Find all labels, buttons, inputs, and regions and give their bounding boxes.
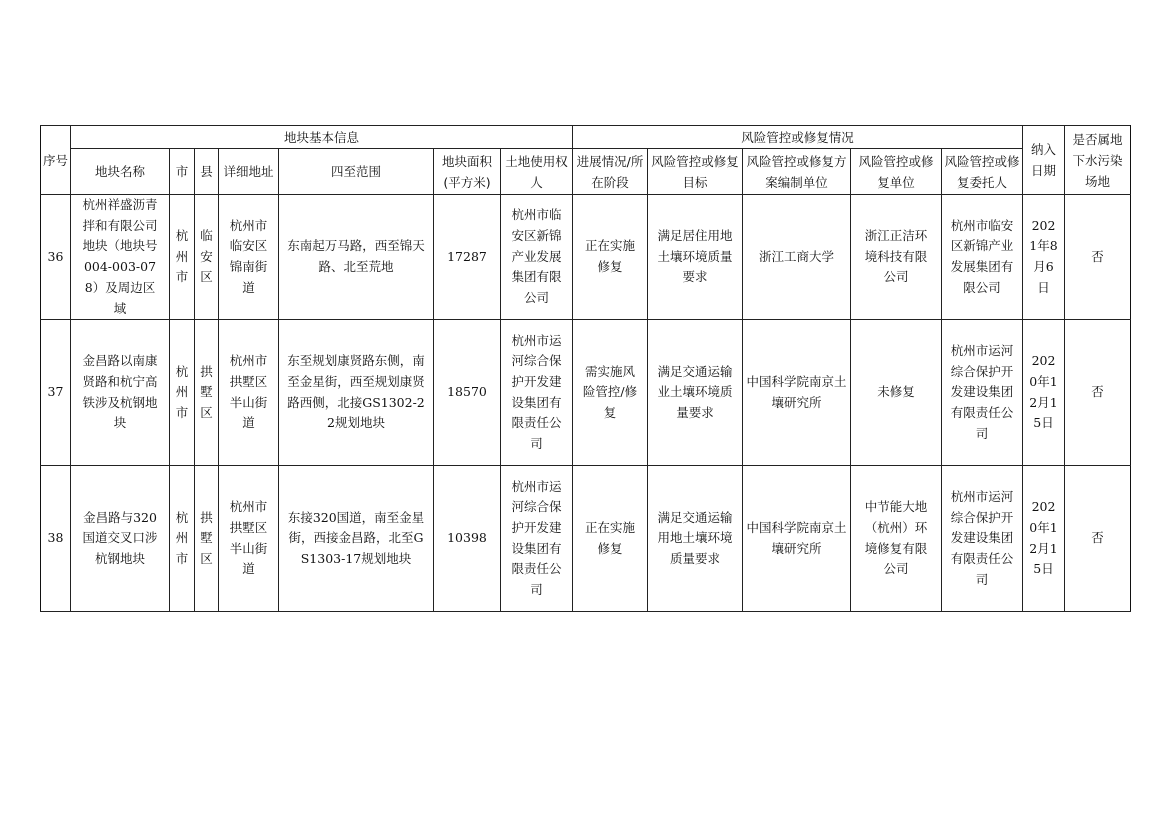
cell-address: 杭州市拱墅区半山街道	[219, 466, 279, 612]
table-row	[41, 195, 1131, 320]
header-owner: 土地使用权人	[501, 149, 573, 195]
header-boundary: 四至范围	[279, 149, 434, 195]
cell-seq: 36	[41, 195, 71, 320]
header-group-risk-control: 风险管控或修复情况	[573, 126, 1023, 149]
header-progress: 进展情况/所在阶段	[573, 149, 648, 195]
header-plan-unit: 风险管控或修复方案编制单位	[743, 149, 851, 195]
cell-owner: 杭州市运河综合保护开发建设集团有限责任公司	[501, 320, 573, 466]
cell-client: 杭州市运河综合保护开发建设集团有限责任公司	[942, 466, 1023, 612]
cell-groundwater: 否	[1065, 466, 1131, 612]
cell-progress: 需实施风险管控/修复	[573, 320, 648, 466]
cell-groundwater: 否	[1065, 195, 1131, 320]
header-name: 地块名称	[71, 149, 170, 195]
cell-client: 杭州市运河综合保护开发建设集团有限责任公司	[942, 320, 1023, 466]
cell-boundary: 东南起万马路，西至锦天路、北至荒地	[279, 195, 434, 320]
cell-city: 杭州市	[170, 195, 195, 320]
cell-include-date: 2020年12月15日	[1023, 466, 1065, 612]
cell-county: 临安区	[195, 195, 219, 320]
cell-area: 10398	[434, 466, 501, 612]
cell-repair-unit: 浙江正洁环境科技有限公司	[851, 195, 942, 320]
header-target: 风险管控或修复目标	[648, 149, 743, 195]
cell-repair-unit: 中节能大地（杭州）环境修复有限公司	[851, 466, 942, 612]
header-repair-unit: 风险管控或修复单位	[851, 149, 942, 195]
cell-seq: 38	[41, 466, 71, 612]
cell-owner: 杭州市临安区新锦产业发展集团有限公司	[501, 195, 573, 320]
cell-progress: 正在实施修复	[573, 195, 648, 320]
cell-seq: 37	[41, 320, 71, 466]
cell-target: 满足交通运输用地土壤环境质量要求	[648, 466, 743, 612]
header-city: 市	[170, 149, 195, 195]
header-seq: 序号	[41, 126, 71, 195]
cell-plan-unit: 中国科学院南京土壤研究所	[743, 466, 851, 612]
header-address: 详细地址	[219, 149, 279, 195]
cell-plan-unit: 中国科学院南京土壤研究所	[743, 320, 851, 466]
header-include-date: 纳入日期	[1023, 126, 1065, 195]
table-row	[41, 466, 1131, 612]
cell-target: 满足交通运输业土壤环境质量要求	[648, 320, 743, 466]
cell-boundary: 东接320国道，南至金星街，西接金昌路，北至GS1303-17规划地块	[279, 466, 434, 612]
cell-name: 杭州祥盛沥青拌和有限公司地块（地块号004-003-078）及周边区域	[71, 195, 170, 320]
cell-boundary: 东至规划康贤路东侧，南至金星街，西至规划康贤路西侧，北接GS1302-22规划地块	[279, 320, 434, 466]
cell-area: 18570	[434, 320, 501, 466]
cell-plan-unit: 浙江工商大学	[743, 195, 851, 320]
cell-owner: 杭州市运河综合保护开发建设集团有限责任公司	[501, 466, 573, 612]
cell-city: 杭州市	[170, 466, 195, 612]
cell-groundwater: 否	[1065, 320, 1131, 466]
header-group-basic-info: 地块基本信息	[71, 126, 573, 149]
cell-include-date: 2020年12月15日	[1023, 320, 1065, 466]
cell-county: 拱墅区	[195, 320, 219, 466]
cell-name: 金昌路与320国道交叉口涉杭钢地块	[71, 466, 170, 612]
cell-include-date: 2021年8月6日	[1023, 195, 1065, 320]
cell-address: 杭州市拱墅区半山街道	[219, 320, 279, 466]
cell-target: 满足居住用地土壤环境质量要求	[648, 195, 743, 320]
header-groundwater: 是否属地下水污染场地	[1065, 126, 1131, 195]
contaminated-land-table	[40, 125, 1131, 612]
cell-county: 拱墅区	[195, 466, 219, 612]
cell-name: 金昌路以南康贤路和杭宁高铁涉及杭钢地块	[71, 320, 170, 466]
cell-repair-unit: 未修复	[851, 320, 942, 466]
cell-address: 杭州市临安区锦南街道	[219, 195, 279, 320]
cell-progress: 正在实施修复	[573, 466, 648, 612]
cell-client: 杭州市临安区新锦产业发展集团有限公司	[942, 195, 1023, 320]
header-county: 县	[195, 149, 219, 195]
header-area: 地块面积(平方米)	[434, 149, 501, 195]
header-client: 风险管控或修复委托人	[942, 149, 1023, 195]
cell-area: 17287	[434, 195, 501, 320]
table-row	[41, 320, 1131, 466]
cell-city: 杭州市	[170, 320, 195, 466]
